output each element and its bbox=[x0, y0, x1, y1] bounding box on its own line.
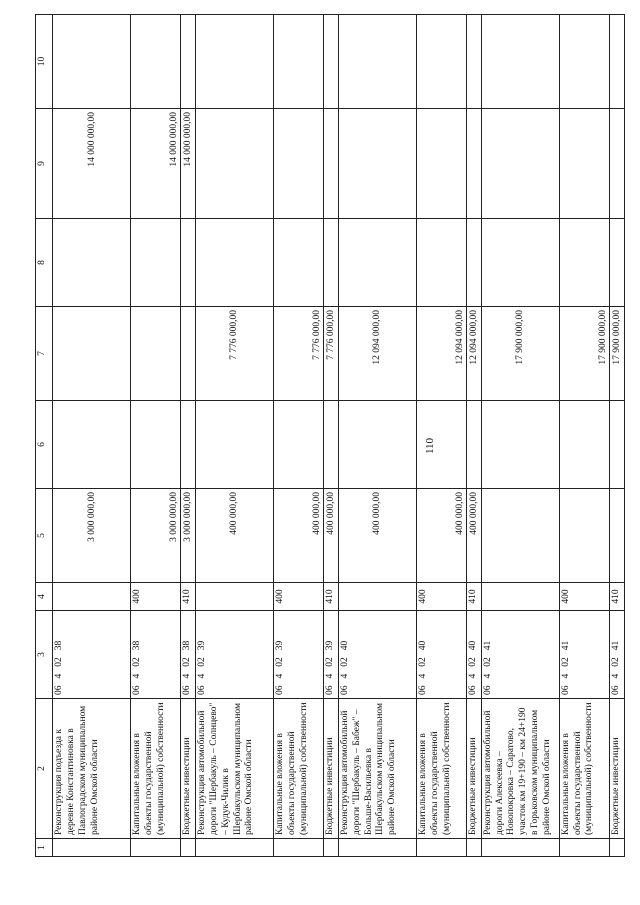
row-name: Реконструкция автомобильной дороги "Шербакуль – Солнцево" – Кудук-Чилик в Шербакульском муниципальном районе Омской области bbox=[195, 699, 273, 839]
code-part: 4 bbox=[324, 673, 335, 679]
table-row bbox=[53, 15, 131, 857]
row-type-code bbox=[195, 583, 273, 611]
row-amount-c6 bbox=[481, 401, 559, 489]
code-part: 06 bbox=[560, 685, 571, 695]
row-amount-c9 bbox=[466, 109, 481, 219]
column-header-10: 10 bbox=[36, 15, 53, 109]
row-name: Бюджетные инвестиции bbox=[609, 699, 624, 839]
column-header-4: 4 bbox=[36, 583, 53, 611]
code-part: 40 bbox=[417, 640, 428, 651]
code-part: 4 bbox=[417, 673, 428, 679]
row-amount-c6 bbox=[338, 401, 416, 489]
row-amount-c7: 12 094 000,00 bbox=[338, 307, 416, 401]
row-amount-c8 bbox=[195, 219, 273, 307]
code-part: 41 bbox=[560, 640, 571, 651]
code-part: 06 bbox=[324, 685, 335, 695]
code-part: 06 bbox=[132, 685, 142, 695]
row-amount-c7: 7 776 000,00 bbox=[323, 307, 338, 401]
row-amount-c10 bbox=[481, 15, 559, 109]
row-amount-c6 bbox=[131, 401, 181, 489]
row-amount-c6 bbox=[53, 401, 131, 489]
code-part: 06 bbox=[196, 685, 207, 695]
row-amount-c8 bbox=[338, 219, 416, 307]
code-part: 4 bbox=[132, 673, 142, 679]
row-code bbox=[273, 611, 323, 699]
code-part: 41 bbox=[610, 640, 621, 651]
row-name: Бюджетные инвестиции bbox=[181, 699, 196, 839]
table-row bbox=[416, 15, 466, 857]
code-part: 02 bbox=[339, 657, 350, 667]
row-amount-c9 bbox=[338, 109, 416, 219]
row-amount-c9 bbox=[481, 109, 559, 219]
table-row bbox=[609, 15, 624, 857]
column-header-7: 7 bbox=[36, 307, 53, 401]
table-row bbox=[559, 15, 609, 857]
column-header-3: 3 bbox=[36, 611, 53, 699]
row-amount-c9: 14 000 000,00 bbox=[131, 109, 181, 219]
row-amount-c5: 400 000,00 bbox=[323, 489, 338, 583]
row-amount-c6 bbox=[181, 401, 196, 489]
row-name: Капитальные вложения в объекты государственной (муниципальной) собственности bbox=[131, 699, 181, 839]
code-part: 02 bbox=[196, 657, 207, 667]
cell-col1 bbox=[181, 839, 196, 857]
code-part: 39 bbox=[324, 640, 335, 651]
row-name: Капитальные вложения в объекты государственной (муниципальной) собственности bbox=[559, 699, 609, 839]
row-type-code: 410 bbox=[466, 583, 481, 611]
code-part: 38 bbox=[132, 640, 142, 651]
cell-col1 bbox=[131, 839, 181, 857]
code-part: 02 bbox=[274, 657, 285, 667]
code-part: 02 bbox=[610, 657, 621, 667]
row-amount-c5: 400 000,00 bbox=[416, 489, 466, 583]
row-amount-c10 bbox=[416, 15, 466, 109]
column-header-9: 9 bbox=[36, 109, 53, 219]
row-amount-c8 bbox=[323, 219, 338, 307]
code-part: 06 bbox=[417, 685, 428, 695]
row-code bbox=[609, 611, 624, 699]
row-amount-c5: 3 000 000,00 bbox=[131, 489, 181, 583]
row-code bbox=[131, 611, 181, 699]
code-part: 06 bbox=[610, 685, 621, 695]
cell-col1 bbox=[195, 839, 273, 857]
column-header-2: 2 bbox=[36, 699, 53, 839]
row-amount-c9 bbox=[559, 109, 609, 219]
row-amount-c8 bbox=[609, 219, 624, 307]
row-name: Капитальные вложения в объекты государственной (муниципальной) собственности bbox=[416, 699, 466, 839]
row-amount-c8 bbox=[416, 219, 466, 307]
page-number: 110 bbox=[424, 437, 437, 455]
row-code bbox=[195, 611, 273, 699]
row-type-code: 400 bbox=[559, 583, 609, 611]
cell-col1 bbox=[323, 839, 338, 857]
row-amount-c6 bbox=[466, 401, 481, 489]
code-part: 06 bbox=[482, 685, 493, 695]
code-part: 4 bbox=[482, 673, 493, 679]
row-amount-c8 bbox=[559, 219, 609, 307]
cell-col1 bbox=[416, 839, 466, 857]
table-row bbox=[481, 15, 559, 857]
row-amount-c8 bbox=[481, 219, 559, 307]
row-amount-c10 bbox=[53, 15, 131, 109]
row-amount-c7: 17 900 000,00 bbox=[481, 307, 559, 401]
row-amount-c10 bbox=[609, 15, 624, 109]
code-part: 06 bbox=[467, 685, 478, 695]
row-type-code bbox=[53, 583, 131, 611]
row-name: Реконструкция автомобильной дороги Алексеевка – Новопокровка – Саратово, участок км 19+190 – км 24+190 в Горьковском муниципальном районе Омской области bbox=[481, 699, 559, 839]
cell-col1 bbox=[559, 839, 609, 857]
row-amount-c6 bbox=[609, 401, 624, 489]
row-code bbox=[323, 611, 338, 699]
code-part: 06 bbox=[54, 685, 64, 695]
row-type-code: 410 bbox=[323, 583, 338, 611]
row-amount-c7 bbox=[53, 307, 131, 401]
row-name: Бюджетные инвестиции bbox=[466, 699, 481, 839]
code-part: 02 bbox=[324, 657, 335, 667]
code-part: 41 bbox=[482, 640, 493, 651]
table-body bbox=[53, 15, 625, 857]
cell-col1 bbox=[53, 839, 131, 857]
row-amount-c7: 7 776 000,00 bbox=[195, 307, 273, 401]
row-amount-c8 bbox=[181, 219, 196, 307]
code-part: 4 bbox=[182, 673, 192, 679]
row-amount-c9 bbox=[195, 109, 273, 219]
code-part: 4 bbox=[339, 673, 350, 679]
row-amount-c9 bbox=[416, 109, 466, 219]
row-code bbox=[481, 611, 559, 699]
column-header-row bbox=[36, 15, 53, 857]
code-part: 38 bbox=[54, 640, 64, 651]
row-amount-c6 bbox=[559, 401, 609, 489]
row-amount-c10 bbox=[466, 15, 481, 109]
table-row bbox=[323, 15, 338, 857]
row-code bbox=[338, 611, 416, 699]
code-part: 06 bbox=[182, 685, 192, 695]
code-part: 02 bbox=[132, 657, 142, 667]
code-part: 4 bbox=[274, 673, 285, 679]
table-row bbox=[131, 15, 181, 857]
code-part: 02 bbox=[54, 657, 64, 667]
row-amount-c5 bbox=[559, 489, 609, 583]
row-amount-c5 bbox=[481, 489, 559, 583]
row-name: Реконструкция автомобильной дороги "Шербакуль – Бабеж" – Больше-Васильевка в Шербакульском муниципальном районе Омской области bbox=[338, 699, 416, 839]
row-amount-c10 bbox=[559, 15, 609, 109]
row-amount-c7: 12 094 000,00 bbox=[466, 307, 481, 401]
code-part: 02 bbox=[482, 657, 493, 667]
row-amount-c5: 400 000,00 bbox=[466, 489, 481, 583]
row-amount-c7 bbox=[181, 307, 196, 401]
code-part: 39 bbox=[274, 640, 285, 651]
rotated-table-container bbox=[35, 15, 622, 857]
row-amount-c9: 14 000 000,00 bbox=[53, 109, 131, 219]
row-amount-c5: 400 000,00 bbox=[338, 489, 416, 583]
row-amount-c5: 400 000,00 bbox=[273, 489, 323, 583]
code-part: 06 bbox=[274, 685, 285, 695]
cell-col1 bbox=[338, 839, 416, 857]
row-amount-c6 bbox=[323, 401, 338, 489]
column-header-8: 8 bbox=[36, 219, 53, 307]
row-amount-c7: 17 900 000,00 bbox=[559, 307, 609, 401]
cell-col1 bbox=[273, 839, 323, 857]
row-name: Бюджетные инвестиции bbox=[323, 699, 338, 839]
row-amount-c10 bbox=[273, 15, 323, 109]
code-part: 40 bbox=[339, 640, 350, 651]
column-header-5: 5 bbox=[36, 489, 53, 583]
budget-table bbox=[35, 14, 625, 857]
row-code bbox=[53, 611, 131, 699]
row-amount-c5 bbox=[609, 489, 624, 583]
row-amount-c6 bbox=[416, 401, 466, 489]
row-amount-c9: 14 000 000,00 bbox=[181, 109, 196, 219]
code-part: 4 bbox=[560, 673, 571, 679]
code-part: 4 bbox=[467, 673, 478, 679]
code-part: 39 bbox=[196, 640, 207, 651]
code-part: 02 bbox=[560, 657, 571, 667]
row-amount-c10 bbox=[181, 15, 196, 109]
row-code bbox=[466, 611, 481, 699]
row-amount-c5: 3 000 000,00 bbox=[181, 489, 196, 583]
row-amount-c5: 3 000 000,00 bbox=[53, 489, 131, 583]
code-part: 06 bbox=[339, 685, 350, 695]
row-amount-c10 bbox=[323, 15, 338, 109]
table-row bbox=[466, 15, 481, 857]
row-amount-c5: 400 000,00 bbox=[195, 489, 273, 583]
row-amount-c10 bbox=[195, 15, 273, 109]
row-amount-c8 bbox=[53, 219, 131, 307]
row-amount-c8 bbox=[273, 219, 323, 307]
table-row bbox=[273, 15, 323, 857]
row-amount-c6 bbox=[273, 401, 323, 489]
row-type-code bbox=[481, 583, 559, 611]
row-code bbox=[559, 611, 609, 699]
column-header-1: 1 bbox=[36, 839, 53, 857]
code-part: 02 bbox=[417, 657, 428, 667]
cell-col1 bbox=[466, 839, 481, 857]
row-amount-c9 bbox=[609, 109, 624, 219]
code-part: 4 bbox=[610, 673, 621, 679]
row-amount-c6 bbox=[195, 401, 273, 489]
code-part: 02 bbox=[182, 657, 192, 667]
cell-col1 bbox=[481, 839, 559, 857]
row-amount-c7 bbox=[131, 307, 181, 401]
row-type-code: 410 bbox=[181, 583, 196, 611]
row-code bbox=[416, 611, 466, 699]
code-part: 02 bbox=[467, 657, 478, 667]
row-amount-c9 bbox=[323, 109, 338, 219]
row-amount-c9 bbox=[273, 109, 323, 219]
row-amount-c10 bbox=[338, 15, 416, 109]
row-name: Реконструкция подъезда к деревне Константиновка в Павлоградском муниципальном районе Омской области bbox=[53, 699, 131, 839]
row-amount-c7: 17 900 000,00 bbox=[609, 307, 624, 401]
row-name: Капитальные вложения в объекты государственной (муниципальной) собственности bbox=[273, 699, 323, 839]
row-amount-c10 bbox=[131, 15, 181, 109]
table-row bbox=[338, 15, 416, 857]
column-header-6: 6 bbox=[36, 401, 53, 489]
row-type-code: 400 bbox=[416, 583, 466, 611]
code-part: 38 bbox=[182, 640, 192, 651]
row-amount-c7: 12 094 000,00 bbox=[416, 307, 466, 401]
cell-col1 bbox=[609, 839, 624, 857]
row-type-code: 400 bbox=[131, 583, 181, 611]
table-row bbox=[195, 15, 273, 857]
row-type-code: 400 bbox=[273, 583, 323, 611]
row-amount-c7: 7 776 000,00 bbox=[273, 307, 323, 401]
code-part: 4 bbox=[196, 673, 207, 679]
row-type-code: 410 bbox=[609, 583, 624, 611]
row-amount-c8 bbox=[131, 219, 181, 307]
table-row bbox=[181, 15, 196, 857]
row-type-code bbox=[338, 583, 416, 611]
code-part: 40 bbox=[467, 640, 478, 651]
row-code bbox=[181, 611, 196, 699]
row-amount-c8 bbox=[466, 219, 481, 307]
code-part: 4 bbox=[54, 673, 64, 679]
